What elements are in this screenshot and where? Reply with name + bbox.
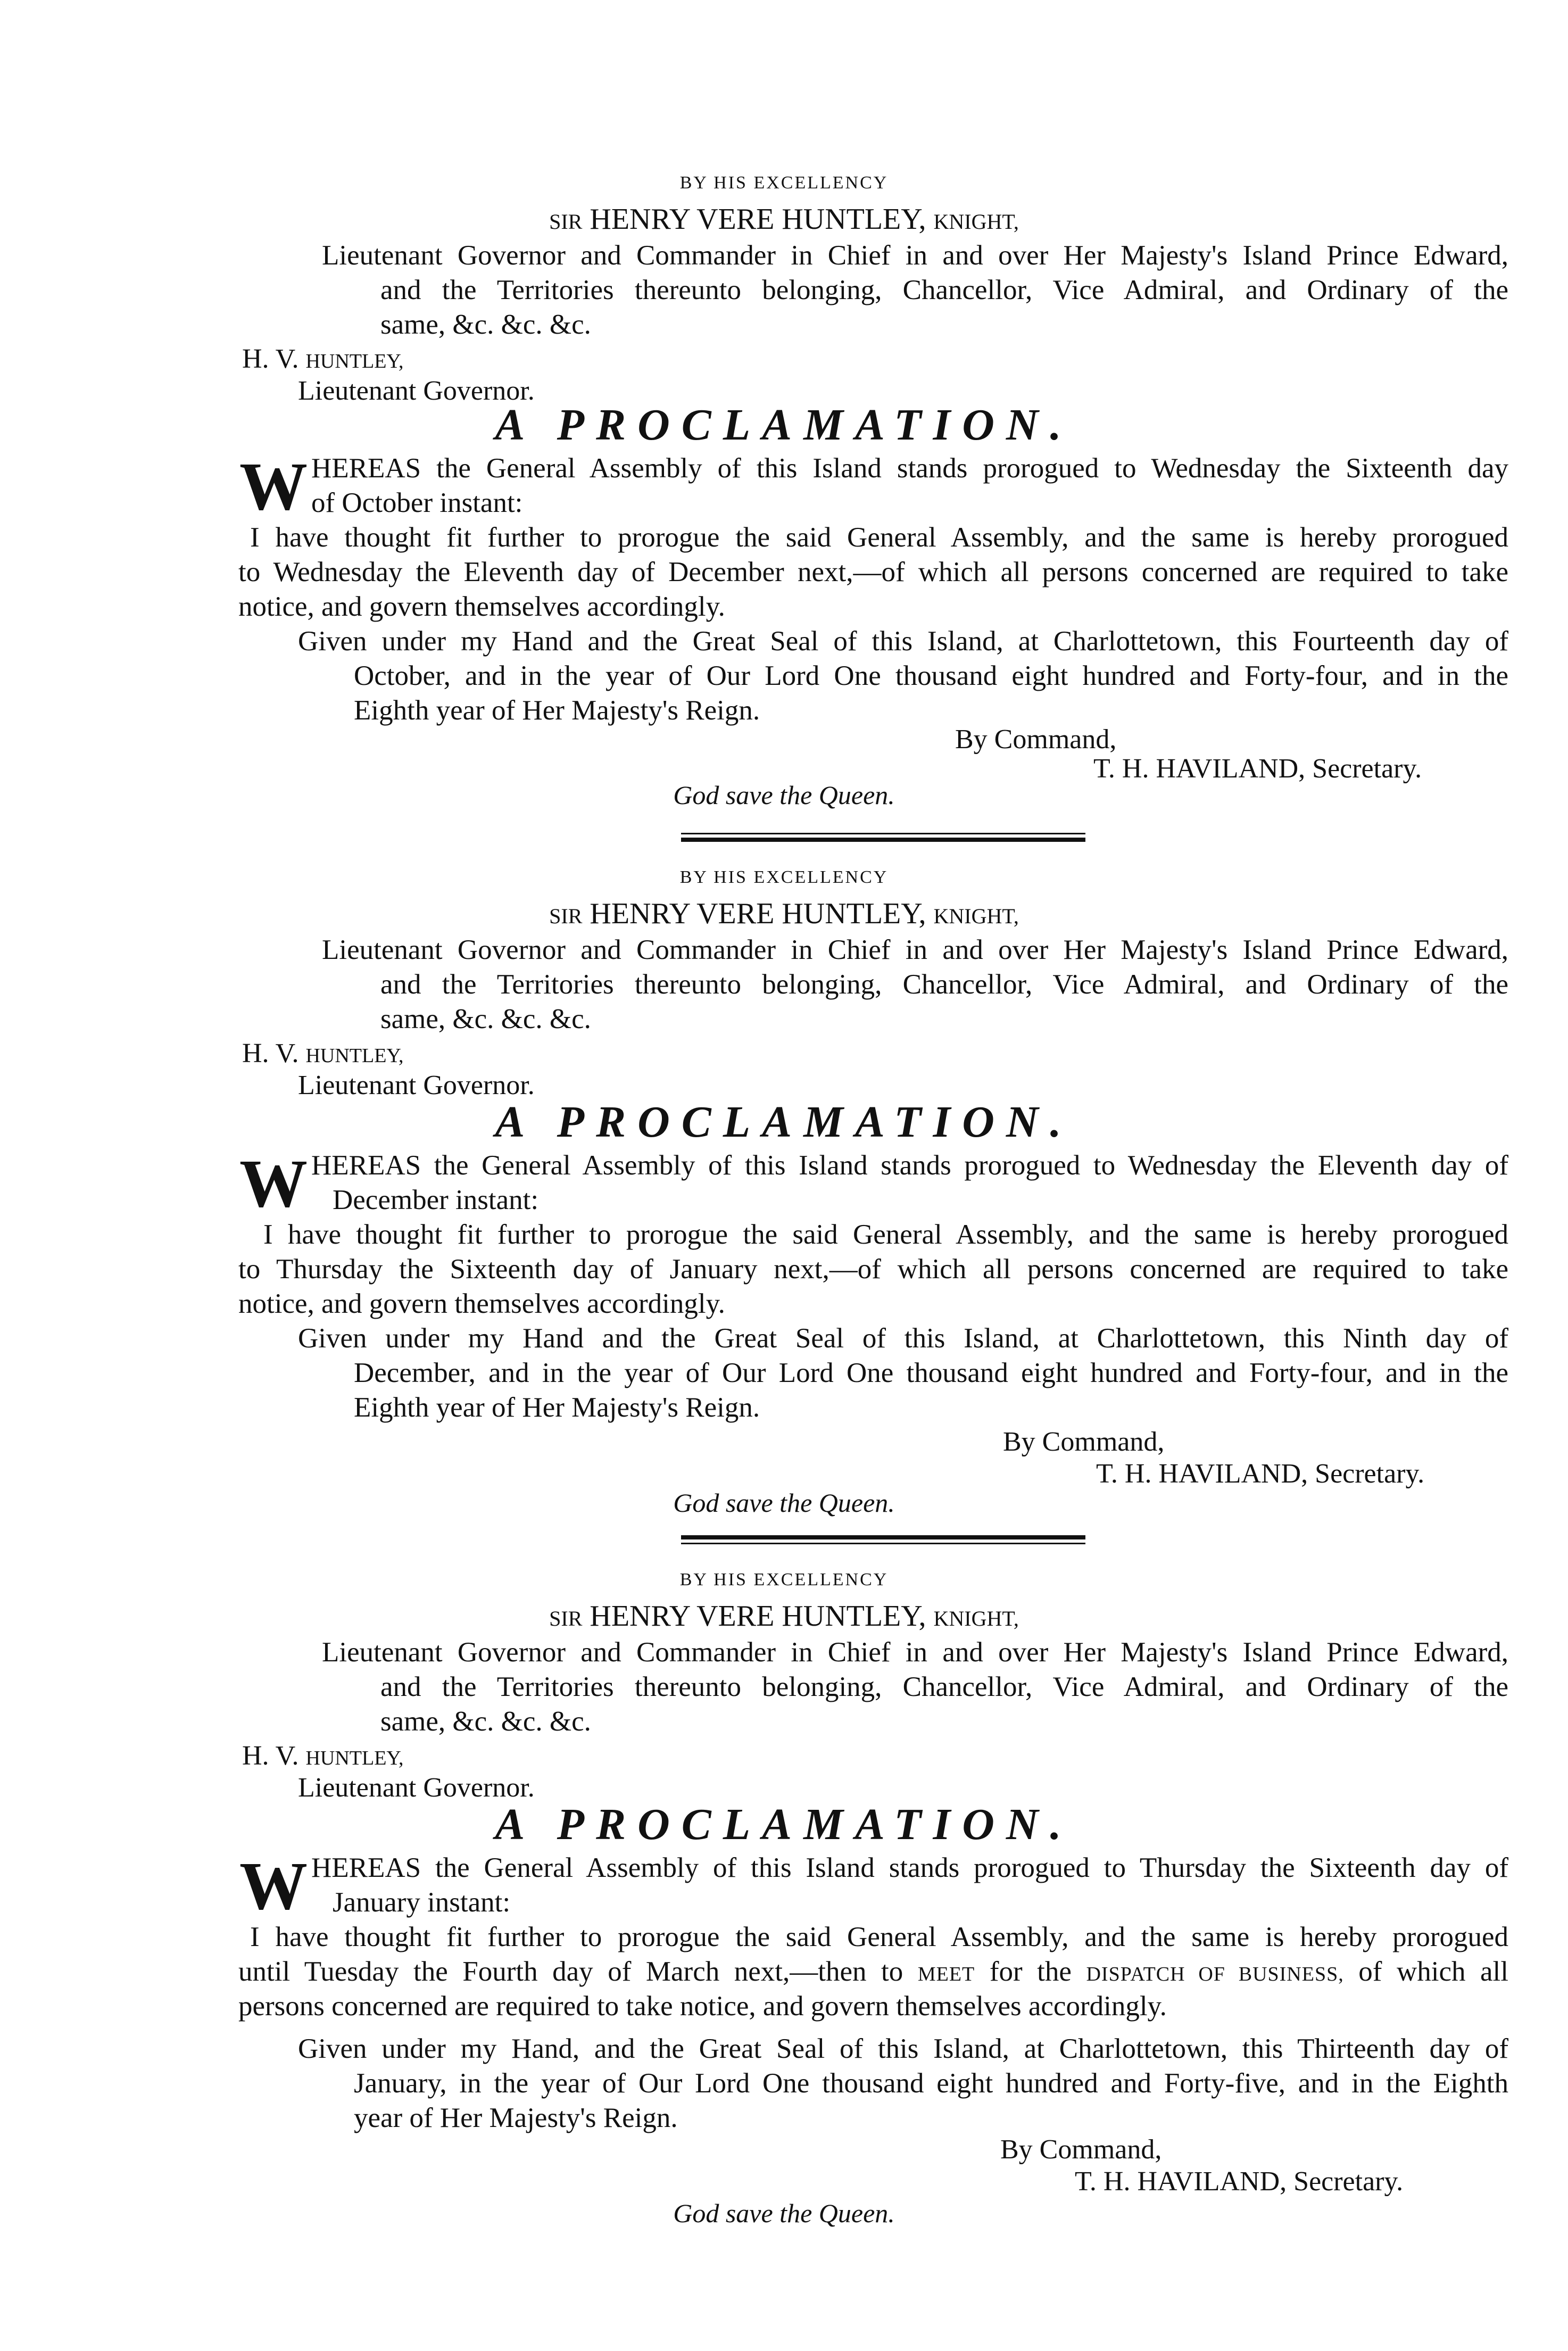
by-command: By Command, xyxy=(1003,1427,1165,1457)
titles-line-3: same, &c. &c. &c. xyxy=(380,1004,591,1034)
titles-line-2: and the Territories thereunto belonging, Chancellor, Vice Admiral, and Ordinary of the xyxy=(380,1671,1508,1702)
governor-name xyxy=(0,202,1568,236)
honorific: SIR xyxy=(549,210,583,234)
secretary: T. H. HAVILAND, Secretary. xyxy=(1093,754,1422,784)
section-divider-2 xyxy=(681,1535,1085,1547)
god-save-the-queen: God save the Queen. xyxy=(673,2198,895,2228)
signature-title: Lieutenant Governor. xyxy=(298,1070,535,1100)
governor-name xyxy=(0,897,1568,931)
whereas-line-2: January instant: xyxy=(333,1887,511,1918)
name: HENRY VERE HUNTLEY, xyxy=(590,203,926,236)
whereas-line-1: HEREAS the General Assembly of this Island stands prorogued to Wednesday the Sixteenth day xyxy=(311,453,1508,484)
knight: KNIGHT, xyxy=(933,904,1019,928)
dispatch-smallcaps: DISPATCH OF BUSINESS, xyxy=(1086,1963,1344,1985)
proclamation-heading: A PROCLAMATION. xyxy=(495,400,1073,450)
divider-thin-line xyxy=(681,833,1085,834)
proclamation-heading: A PROCLAMATION. xyxy=(495,1800,1073,1849)
god-save-the-queen: God save the Queen. xyxy=(673,780,895,810)
titles-line-3: same, &c. &c. &c. xyxy=(380,309,591,340)
whereas-line-2: of October instant: xyxy=(311,487,523,518)
whereas-line-1: HEREAS the General Assembly of this Island stands prorogued to Thursday the Sixteenth day of xyxy=(311,1852,1508,1883)
secretary: T. H. HAVILAND, Secretary. xyxy=(1096,1459,1425,1489)
given-line-2: December, and in the year of Our Lord One thousand eight hundred and Forty-four, and in the xyxy=(354,1357,1508,1388)
body-line-2-part-b: for the xyxy=(989,1956,1072,1987)
given-line-2: October, and in the year of Our Lord One thousand eight hundred and Forty-four, and in the xyxy=(354,660,1508,691)
knight: KNIGHT, xyxy=(933,210,1019,234)
drop-cap: W xyxy=(239,449,308,524)
body-line-1: I have thought fit further to prorogue the said General Assembly, and the same is hereby prorogued xyxy=(263,1219,1508,1250)
sig-surname: HUNTLEY, xyxy=(305,1747,404,1769)
by-his-excellency: BY HIS EXCELLENCY xyxy=(679,1570,889,1590)
knight: KNIGHT, xyxy=(933,1607,1019,1630)
divider-thick-line xyxy=(681,1535,1085,1539)
secretary: T. H. HAVILAND, Secretary. xyxy=(1075,2166,1404,2197)
given-line-2: January, in the year of Our Lord One thousand eight hundred and Forty-five, and in the Eighth xyxy=(354,2068,1508,2099)
body-line-2 xyxy=(238,1956,1508,1988)
given-line-1: Given under my Hand and the Great Seal of this Island, at Charlottetown, this Ninth day of xyxy=(298,1323,1508,1354)
body-line-2-part-a: until Tuesday the Fourth day of March next,—then to xyxy=(238,1956,903,1987)
name: HENRY VERE HUNTLEY, xyxy=(590,897,926,930)
body-line-1: I have thought fit further to prorogue the said General Assembly, and the same is hereby prorogued xyxy=(250,522,1508,553)
governor-name xyxy=(0,1599,1568,1633)
whereas-line-1: HEREAS the General Assembly of this Island stands prorogued to Wednesday the Eleventh day of xyxy=(311,1150,1508,1181)
proclamation-heading: A PROCLAMATION. xyxy=(495,1097,1073,1147)
given-line-3: Eighth year of Her Majesty's Reign. xyxy=(354,695,760,726)
signature-name xyxy=(242,1038,403,1069)
by-his-excellency: BY HIS EXCELLENCY xyxy=(679,173,889,193)
titles-line-3: same, &c. &c. &c. xyxy=(380,1706,591,1737)
whereas-line-2: December instant: xyxy=(333,1185,539,1215)
god-save-the-queen: God save the Queen. xyxy=(673,1488,895,1518)
signature-name xyxy=(242,1740,403,1771)
body-line-2: to Thursday the Sixteenth day of January next,—of which all persons concerned are required to take xyxy=(238,1254,1508,1285)
given-line-3: Eighth year of Her Majesty's Reign. xyxy=(354,1392,760,1423)
titles-line-1: Lieutenant Governor and Commander in Chief in and over Her Majesty's Island Prince Edward, xyxy=(322,240,1508,271)
signature-title: Lieutenant Governor. xyxy=(298,376,535,406)
given-line-1: Given under my Hand, and the Great Seal of this Island, at Charlottetown, this Thirteenth day of xyxy=(298,2033,1508,2064)
body-line-3: notice, and govern themselves accordingly. xyxy=(238,1288,725,1319)
body-line-3: notice, and govern themselves accordingly. xyxy=(238,591,725,622)
name: HENRY VERE HUNTLEY, xyxy=(590,1600,926,1633)
given-line-1: Given under my Hand and the Great Seal of this Island, at Charlottetown, this Fourteenth day of xyxy=(298,626,1508,657)
body-line-2: to Wednesday the Eleventh day of December next,—of which all persons concerned are required to take xyxy=(238,557,1508,587)
divider-thick-line xyxy=(681,838,1085,842)
titles-line-1: Lieutenant Governor and Commander in Chief in and over Her Majesty's Island Prince Edward, xyxy=(322,934,1508,965)
sig-surname: HUNTLEY, xyxy=(305,1045,404,1067)
divider-thin-line xyxy=(681,1543,1085,1544)
meet-smallcaps: MEET xyxy=(917,1963,975,1985)
honorific: SIR xyxy=(549,1607,583,1630)
sig-initials: H. V. xyxy=(242,1038,299,1069)
drop-cap: W xyxy=(239,1848,308,1924)
sig-initials: H. V. xyxy=(242,344,299,374)
titles-line-1: Lieutenant Governor and Commander in Chief in and over Her Majesty's Island Prince Edward, xyxy=(322,1637,1508,1668)
by-command: By Command, xyxy=(1000,2134,1162,2165)
given-line-3: year of Her Majesty's Reign. xyxy=(354,2102,678,2133)
titles-line-2: and the Territories thereunto belonging, Chancellor, Vice Admiral, and Ordinary of the xyxy=(380,969,1508,1000)
body-line-2-part-c: of which all xyxy=(1358,1956,1509,1987)
by-command: By Command, xyxy=(955,724,1117,755)
signature-title: Lieutenant Governor. xyxy=(298,1773,535,1803)
titles-line-2: and the Territories thereunto belonging, Chancellor, Vice Admiral, and Ordinary of the xyxy=(380,275,1508,305)
drop-cap: W xyxy=(239,1146,308,1221)
signature-name xyxy=(242,343,403,375)
body-line-1: I have thought fit further to prorogue the said General Assembly, and the same is hereby prorogued xyxy=(250,1922,1508,1952)
section-divider-1 xyxy=(681,833,1085,842)
sig-surname: HUNTLEY, xyxy=(305,350,404,372)
by-his-excellency: BY HIS EXCELLENCY xyxy=(679,867,889,887)
body-line-3: persons concerned are required to take notice, and govern themselves accordingly. xyxy=(238,1991,1167,2022)
honorific: SIR xyxy=(549,904,583,928)
sig-initials: H. V. xyxy=(242,1741,299,1771)
